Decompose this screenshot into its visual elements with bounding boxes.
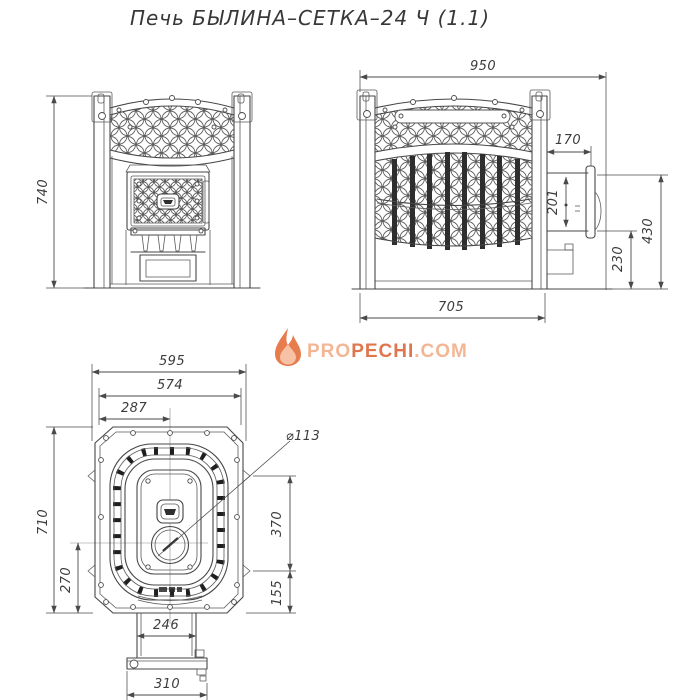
watermark-pro: PRO [307, 341, 352, 362]
front-left-post [92, 92, 112, 288]
dim-tunnel-170 [547, 133, 591, 168]
door-hinge [203, 181, 209, 223]
dim-height-740 [36, 96, 92, 288]
door-handle-icon [157, 194, 179, 209]
dim-label-430: 430 [641, 217, 656, 245]
dim-label-710: 710 [36, 508, 51, 536]
dim-lug-370 [253, 476, 296, 571]
dim-label-287: 287 [120, 401, 148, 416]
dim-label-170: 170 [554, 133, 582, 148]
watermark-com: .COM [414, 341, 468, 362]
dim-label-246: 246 [152, 618, 180, 633]
dim-label-595: 595 [158, 354, 186, 369]
dim-label-370: 370 [270, 510, 285, 538]
plan-tunnel-flange [127, 658, 207, 669]
dim-base-705 [360, 293, 545, 323]
side-view [352, 59, 668, 323]
front-view [36, 92, 260, 288]
dim-height-230 [597, 231, 637, 289]
flame-icon [275, 328, 301, 366]
watermark-pechi: PECHI [351, 341, 415, 362]
plan-mesh-ring [110, 444, 228, 605]
plan-handle-icon [157, 500, 183, 523]
dim-label-270: 270 [59, 566, 74, 594]
side-left-post [357, 90, 377, 289]
stone-retainer-bar [395, 110, 510, 123]
dim-tunnel-246 [137, 618, 196, 636]
dim-rear-155 [246, 571, 296, 613]
watermark [275, 328, 468, 366]
dim-label-950: 950 [469, 59, 497, 74]
dim-label-155: 155 [270, 579, 285, 607]
dim-chimney-270 [59, 543, 78, 613]
dim-height-430 [597, 175, 668, 289]
plan-view [36, 354, 320, 700]
dim-width-595 [92, 354, 246, 441]
front-right-post [232, 92, 252, 288]
dim-label-201: 201 [546, 188, 561, 216]
dim-label-230: 230 [611, 245, 626, 273]
side-bracket [547, 244, 573, 274]
tunnel-flange [586, 166, 595, 238]
front-stone-cage [110, 96, 234, 167]
dim-label-705: 705 [437, 300, 465, 315]
dim-label-113: ⌀113 [285, 429, 321, 444]
side-stone-cage-lower [375, 152, 532, 250]
watermark-text [307, 341, 468, 362]
plan-firebox-lid [137, 470, 201, 592]
dim-flange-310 [127, 671, 207, 700]
side-stone-cage-upper [375, 96, 532, 162]
drawing-title: Печь БЫЛИНА–СЕТКА–24 Ч (1.1) [129, 6, 491, 30]
front-door [126, 165, 210, 230]
front-grate [126, 228, 210, 285]
dim-axis-287 [99, 401, 170, 419]
dim-label-310: 310 [153, 677, 181, 692]
dim-label-574: 574 [156, 378, 184, 393]
brand-stamp [159, 587, 182, 592]
dim-tunnel-201 [546, 177, 566, 227]
front-ash-drawer [140, 255, 196, 281]
dim-label-740: 740 [36, 178, 51, 206]
